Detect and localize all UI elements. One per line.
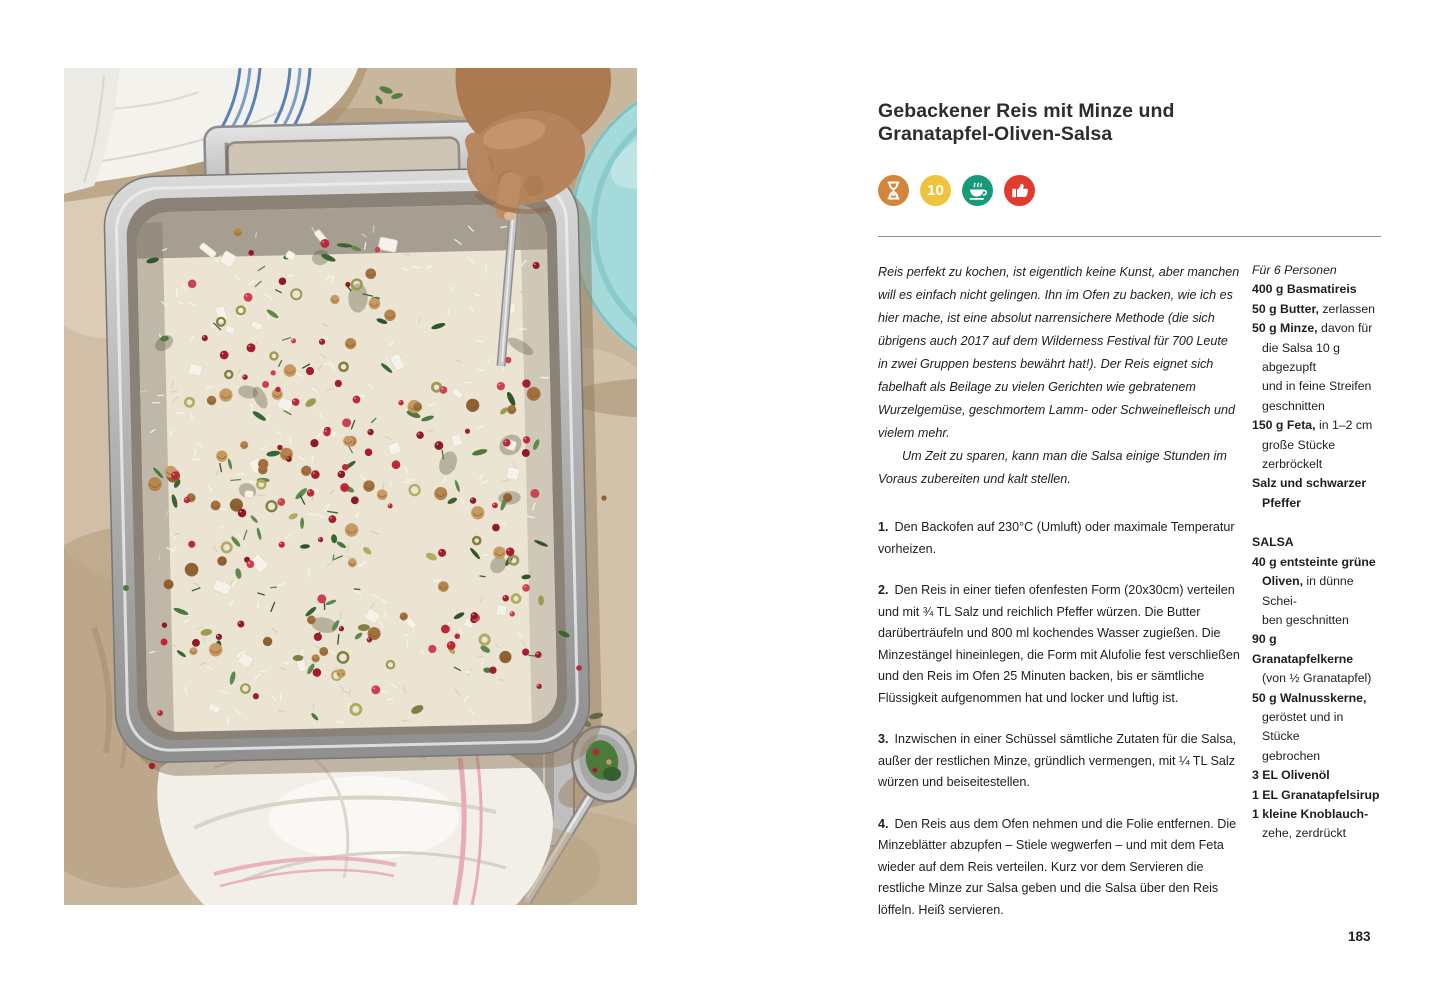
ingredient-line xyxy=(1252,436,1381,475)
time-hourglass-badge xyxy=(878,175,909,206)
step-text: Den Reis in einer tiefen ofenfesten Form (20x30cm) verteilen und mit ¾ TL Salz und reichlich Pfeffer würzen. Die Butter darüberträufeln und 800 ml kochendes Wasser zugießen. Die Minzestängel hineinlegen, die Form mit Alufolie fest verschließen und den Reis im Ofen 25 Minuten backen, bis er sämtliche Flüssigkeit aufgenommen hat und locker und luftig ist. xyxy=(878,583,1240,705)
ingredient-line xyxy=(1252,747,1381,766)
thumbs-up-icon xyxy=(1004,175,1035,206)
ingredient-line xyxy=(1252,689,1381,708)
ingredient-text: 50 g Minze, xyxy=(1252,321,1318,336)
roasting-tray xyxy=(102,118,603,777)
ingredient-text: Oliven, xyxy=(1262,574,1304,589)
step-text: Inzwischen in einer Schüssel sämtliche Zutaten für die Salsa, außer der restlichen Minze, gründlich vermengen, mit ¼ TL Salz würzen und beiseitestellen. xyxy=(878,732,1237,789)
step-text: Den Reis aus dem Ofen nehmen und die Folie entfernen. Die Minzeblätter abzupfen – Stiele wegwerfen – und mit dem Feta wieder auf dem Reis verteilen. Kurz vor dem Servieren die restliche Minze zur Salsa geben und die Salsa über den Reis löffeln. Heiß servieren. xyxy=(878,816,1237,917)
drink-cup-badge xyxy=(962,175,993,206)
step-number: 3. xyxy=(878,732,889,746)
intro-paragraph: Um Zeit zu sparen, kann man die Salsa einige Stunden im Voraus zubereiten und kalt stellen. xyxy=(878,449,1227,486)
step-number: 2. xyxy=(878,583,889,597)
ingredient-text: 3 EL Olivenöl xyxy=(1252,768,1330,783)
ingredient-line xyxy=(1252,416,1381,435)
ingredient-text: 50 g Butter, xyxy=(1252,301,1319,316)
method-column xyxy=(878,261,1240,941)
ingredient-line xyxy=(1252,708,1381,747)
ingredient-text: in dünne Schei- xyxy=(1262,574,1354,608)
ingredient-text: Pfeffer xyxy=(1262,495,1301,510)
ingredient-line xyxy=(1252,280,1381,299)
hourglass-icon xyxy=(878,175,909,206)
ingredient-line xyxy=(1252,786,1381,805)
ingredient-text: die Salsa 10 g abgezupft xyxy=(1262,340,1340,375)
ingredient-text: ben geschnitten xyxy=(1262,612,1349,627)
ingredient-line xyxy=(1252,474,1381,493)
ingredient-text: zehe, zerdrückt xyxy=(1262,826,1347,841)
ingredient-line xyxy=(1252,611,1381,630)
ingredient-text: große Stücke zerbröckelt xyxy=(1262,437,1336,472)
ingredient-text: geröstet und in Stücke xyxy=(1262,709,1344,744)
title-line-2: Granatapfel-Oliven-Salsa xyxy=(878,123,1113,145)
ingredient-text: 400 g Basmatireis xyxy=(1252,282,1357,297)
cup-icon xyxy=(962,175,993,206)
title-line-1: Gebackener Reis mit Minze und xyxy=(878,100,1175,122)
photo-scene xyxy=(64,68,637,905)
ingredient-groups xyxy=(1252,280,1381,843)
ingredient-text: 90 g Granatapfelkerne xyxy=(1252,632,1354,666)
page-number: 183 xyxy=(1348,929,1371,944)
recipe-photo-illustration xyxy=(64,68,637,905)
ingredient-line xyxy=(1252,377,1381,396)
intro-text xyxy=(878,261,1240,491)
recipe-step xyxy=(878,517,1240,560)
step-number: 1. xyxy=(878,520,889,534)
ingredient-line xyxy=(1252,494,1381,513)
intro-paragraph: Reis perfekt zu kochen, ist eigentlich keine Kunst, aber manchen will es einfach nicht gelingen. Ihn im Ofen zu backen, wie ich es hier mache, ist eine absolut narrensichere Methode (die sich übrigens auch 2017 auf dem Wilderness Festival für 700 Leute in zwei Gruppen bestens bewährt hat!). Der Reis eignet sich fabelhaft als Beilage zu vielen Gerichten wie gebratenem Wurzelgemüse, geschmortem Lamm- oder Schweinefleisch und vielem mehr. xyxy=(878,265,1240,440)
steps xyxy=(878,517,1240,921)
recipe-step xyxy=(878,814,1240,922)
ingredient-line xyxy=(1252,805,1381,824)
recipe-step xyxy=(878,580,1240,709)
step-text: Den Backofen auf 230°C (Umluft) oder maximale Temperatur vorheizen. xyxy=(878,520,1235,556)
recipe-step xyxy=(878,729,1240,794)
ingredient-line xyxy=(1252,824,1381,843)
ingredient-line xyxy=(1252,397,1381,416)
recipe-panel xyxy=(878,92,1381,941)
ingredients-column xyxy=(1252,261,1381,941)
number-10-badge: 10 xyxy=(920,175,951,206)
ingredient-text: gebrochen xyxy=(1262,748,1321,763)
ingredient-text: 1 kleine Knoblauch- xyxy=(1252,806,1369,821)
ingredient-text: davon für xyxy=(1317,321,1373,336)
ingredient-text: und in feine Streifen xyxy=(1262,379,1372,394)
ingredient-text: 150 g Feta, xyxy=(1252,418,1316,433)
ingredient-group-heading: SALSA xyxy=(1252,535,1294,550)
ingredient-text: zerlassen xyxy=(1318,301,1376,316)
ingredient-text: in 1–2 cm xyxy=(1315,418,1373,433)
ingredient-line xyxy=(1252,319,1381,338)
badge-row xyxy=(878,175,1381,206)
ingredient-line xyxy=(1252,572,1381,611)
ingredient-text: 50 g Walnusskerne, xyxy=(1252,690,1367,705)
section-divider xyxy=(878,236,1381,237)
ingredient-text: geschnitten xyxy=(1262,398,1325,413)
ingredient-line xyxy=(1252,300,1381,319)
ingredient-line xyxy=(1252,630,1381,669)
ingredient-text: 1 EL Granatapfelsirup xyxy=(1252,787,1380,802)
ingredient-line xyxy=(1252,669,1381,688)
ingredient-line xyxy=(1252,339,1381,378)
recipe-columns xyxy=(878,261,1381,941)
ingredient-text: (von ½ Granatapfel) xyxy=(1262,671,1372,686)
thumbs-up-badge xyxy=(1004,175,1035,206)
ingredient-line xyxy=(1252,553,1381,572)
ingredient-text: Salz und schwarzer xyxy=(1252,476,1367,491)
step-number: 4. xyxy=(878,816,889,831)
ingredient-text: 40 g entsteinte grüne xyxy=(1252,554,1376,569)
ingredient-line xyxy=(1252,766,1381,785)
page-title xyxy=(878,100,1381,146)
servings-note: Für 6 Personen xyxy=(1252,263,1337,277)
recipe-photo xyxy=(64,68,637,905)
